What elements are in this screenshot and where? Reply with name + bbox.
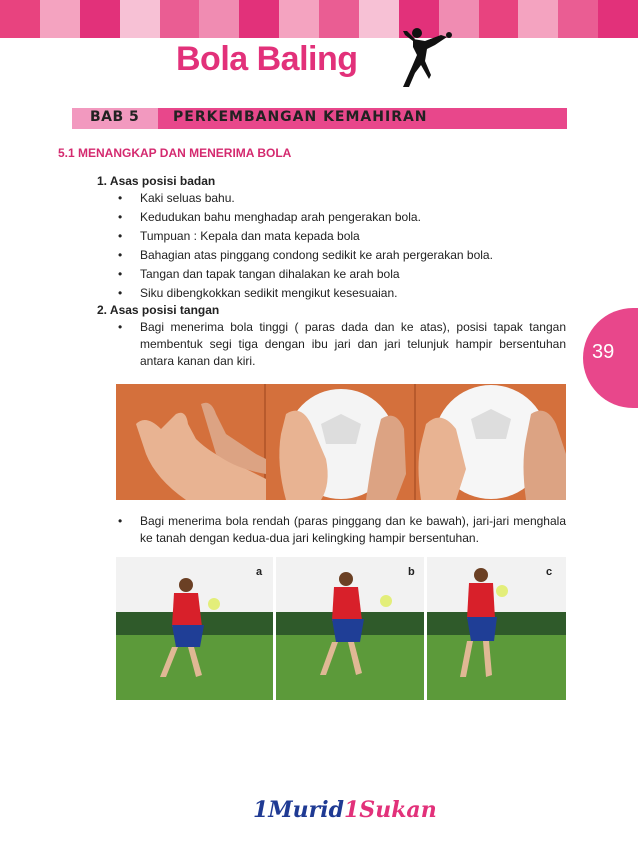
high-ball-paragraph: Bagi menerima bola tinggi ( paras dada dan ke atas), posisi tapak tangan membentuk segi tiga dengan ibu jari dan jari telunjuk hampir bersentuhan antara kanan dan kiri. [140, 320, 566, 368]
header-stripe [160, 0, 200, 38]
handball-player-icon [395, 25, 455, 93]
photo-label-a: a [256, 566, 263, 578]
photo-label-b: b [408, 566, 415, 578]
header-stripe [518, 0, 558, 38]
list-item: • Bahagian atas pinggang condong sedikit ke arah pergerakan bola. [118, 246, 493, 265]
page-number: 39 [592, 341, 615, 363]
chapter-title: PERKEMBANGAN KEMAHIRAN [173, 109, 428, 125]
header-stripe [598, 0, 638, 38]
bullet-marker: • [118, 514, 123, 528]
list-item: • Kaki seluas bahu. [118, 189, 493, 208]
header-stripe [0, 0, 40, 38]
body-position-list [118, 189, 493, 303]
header-stripe [319, 0, 359, 38]
header-stripe [279, 0, 319, 38]
list-item: • Tangan dan tapak tangan dihalakan ke arah bola [118, 265, 493, 284]
section-heading: 5.1 MENANGKAP DAN MENERIMA BOLA [58, 146, 292, 160]
list-item: • Kedudukan bahu menghadap arah pengerakan bola. [118, 208, 493, 227]
header-stripe [120, 0, 160, 38]
header-stripe [359, 0, 399, 38]
header-stripe [479, 0, 519, 38]
item-heading-hand-position: 2. Asas posisi tangan [97, 303, 220, 317]
header-stripe [199, 0, 239, 38]
header-stripe [80, 0, 120, 38]
item-heading-body-position: 1. Asas posisi badan [97, 174, 216, 188]
header-stripe [40, 0, 80, 38]
header-stripes [0, 0, 638, 38]
low-ball-paragraph: Bagi menerima bola rendah (paras pinggang dan ke bawah), jari-jari menghala ke tanah dengan kedua-dua jari kelingking hampir bersentuhan. [140, 514, 566, 545]
chapter-number: BAB 5 [90, 109, 140, 125]
hand-position-photo [116, 384, 566, 500]
footer-logo [253, 797, 437, 823]
header-stripe [239, 0, 279, 38]
bullet-marker: • [118, 320, 123, 334]
low-ball-photo-sequence [116, 557, 566, 700]
logo-part-sukan: 1Sukan [344, 797, 437, 823]
header-stripe [558, 0, 598, 38]
list-item: • Tumpuan : Kepala dan mata kepada bola [118, 227, 493, 246]
logo-part-murid: 1Murid [253, 797, 344, 823]
photo-label-c: c [546, 566, 553, 578]
list-item: • Siku dibengkokkan sedikit mengikut kesesuaian. [118, 284, 493, 303]
page-title: Bola Baling [176, 40, 358, 78]
